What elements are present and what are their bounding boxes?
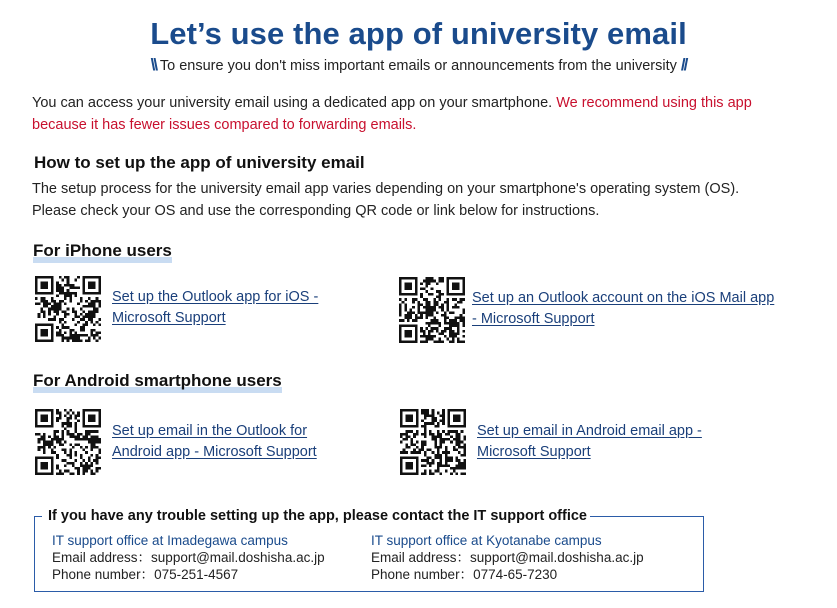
link-line-2: - Microsoft Support (472, 311, 595, 327)
qr-code-icon (399, 277, 465, 343)
subtitle-text: To ensure you don't miss important emails or announcements from the university (159, 58, 677, 74)
link-line-2: Android app - Microsoft Support (112, 444, 317, 460)
link-outlook-ios[interactable] (112, 287, 318, 329)
setup-heading: How to set up the app of university email (34, 153, 365, 172)
contact-border-top-left (34, 516, 42, 517)
link-outlook-android[interactable] (112, 421, 317, 463)
slash-left-icon: \\ (150, 55, 157, 74)
office-phone-row (371, 566, 644, 583)
email-address[interactable]: support@mail.doshisha.ac.jp (151, 550, 325, 565)
link-line-2: Microsoft Support (477, 444, 591, 460)
intro-highlight: We recommend using this app because it has fewer issues compared to forwarding emails. (32, 95, 752, 133)
contact-border-top-right (590, 516, 703, 517)
android-heading: For Android smartphone users (33, 371, 282, 393)
office-name: IT support office at Imadegawa campus (52, 533, 288, 548)
link-line-1: Set up email in Android email app - (477, 423, 702, 439)
slash-right-icon: // (680, 55, 687, 74)
phone-number: 075-251-4567 (154, 567, 239, 582)
link-android-email[interactable] (477, 421, 702, 463)
page-title: Let’s use the app of university email (150, 16, 687, 51)
contact-title: If you have any trouble setting up the app, please contact the IT support office (48, 508, 587, 524)
link-line-2: Microsoft Support (112, 310, 226, 326)
phone-label: Phone number： (52, 567, 155, 582)
phone-label: Phone number： (371, 567, 474, 582)
link-line-1: Set up email in the Outlook for (112, 423, 308, 439)
qr-code-icon (35, 409, 101, 475)
office-name: IT support office at Kyotanabe campus (371, 533, 602, 548)
qr-code-icon (35, 276, 101, 342)
link-line-1: Set up the Outlook app for iOS - (112, 289, 319, 305)
email-label: Email address： (371, 550, 471, 565)
setup-description (32, 178, 812, 222)
phone-number: 0774-65-7230 (473, 567, 558, 582)
setup-line-2: Please check your OS and use the corresponding QR code or link below for instructions. (32, 203, 600, 219)
office-kyotanabe (371, 532, 644, 583)
office-email-row (371, 549, 644, 566)
intro-paragraph (32, 92, 807, 136)
intro-text: You can access your university email using a dedicated app on your smartphone. (32, 95, 557, 111)
office-phone-row (52, 566, 325, 583)
link-line-1: Set up an Outlook account on the iOS Mail app (472, 290, 775, 306)
setup-line-1: The setup process for the university email app varies depending on your smartphone's operating system (OS). (32, 181, 740, 197)
link-ios-mail[interactable] (472, 288, 774, 330)
page-subtitle (0, 55, 837, 75)
email-label: Email address： (52, 550, 152, 565)
email-address[interactable]: support@mail.doshisha.ac.jp (470, 550, 644, 565)
qr-code-icon (400, 409, 466, 475)
office-imadegawa (52, 532, 325, 583)
office-email-row (52, 549, 325, 566)
iphone-heading: For iPhone users (33, 241, 172, 263)
